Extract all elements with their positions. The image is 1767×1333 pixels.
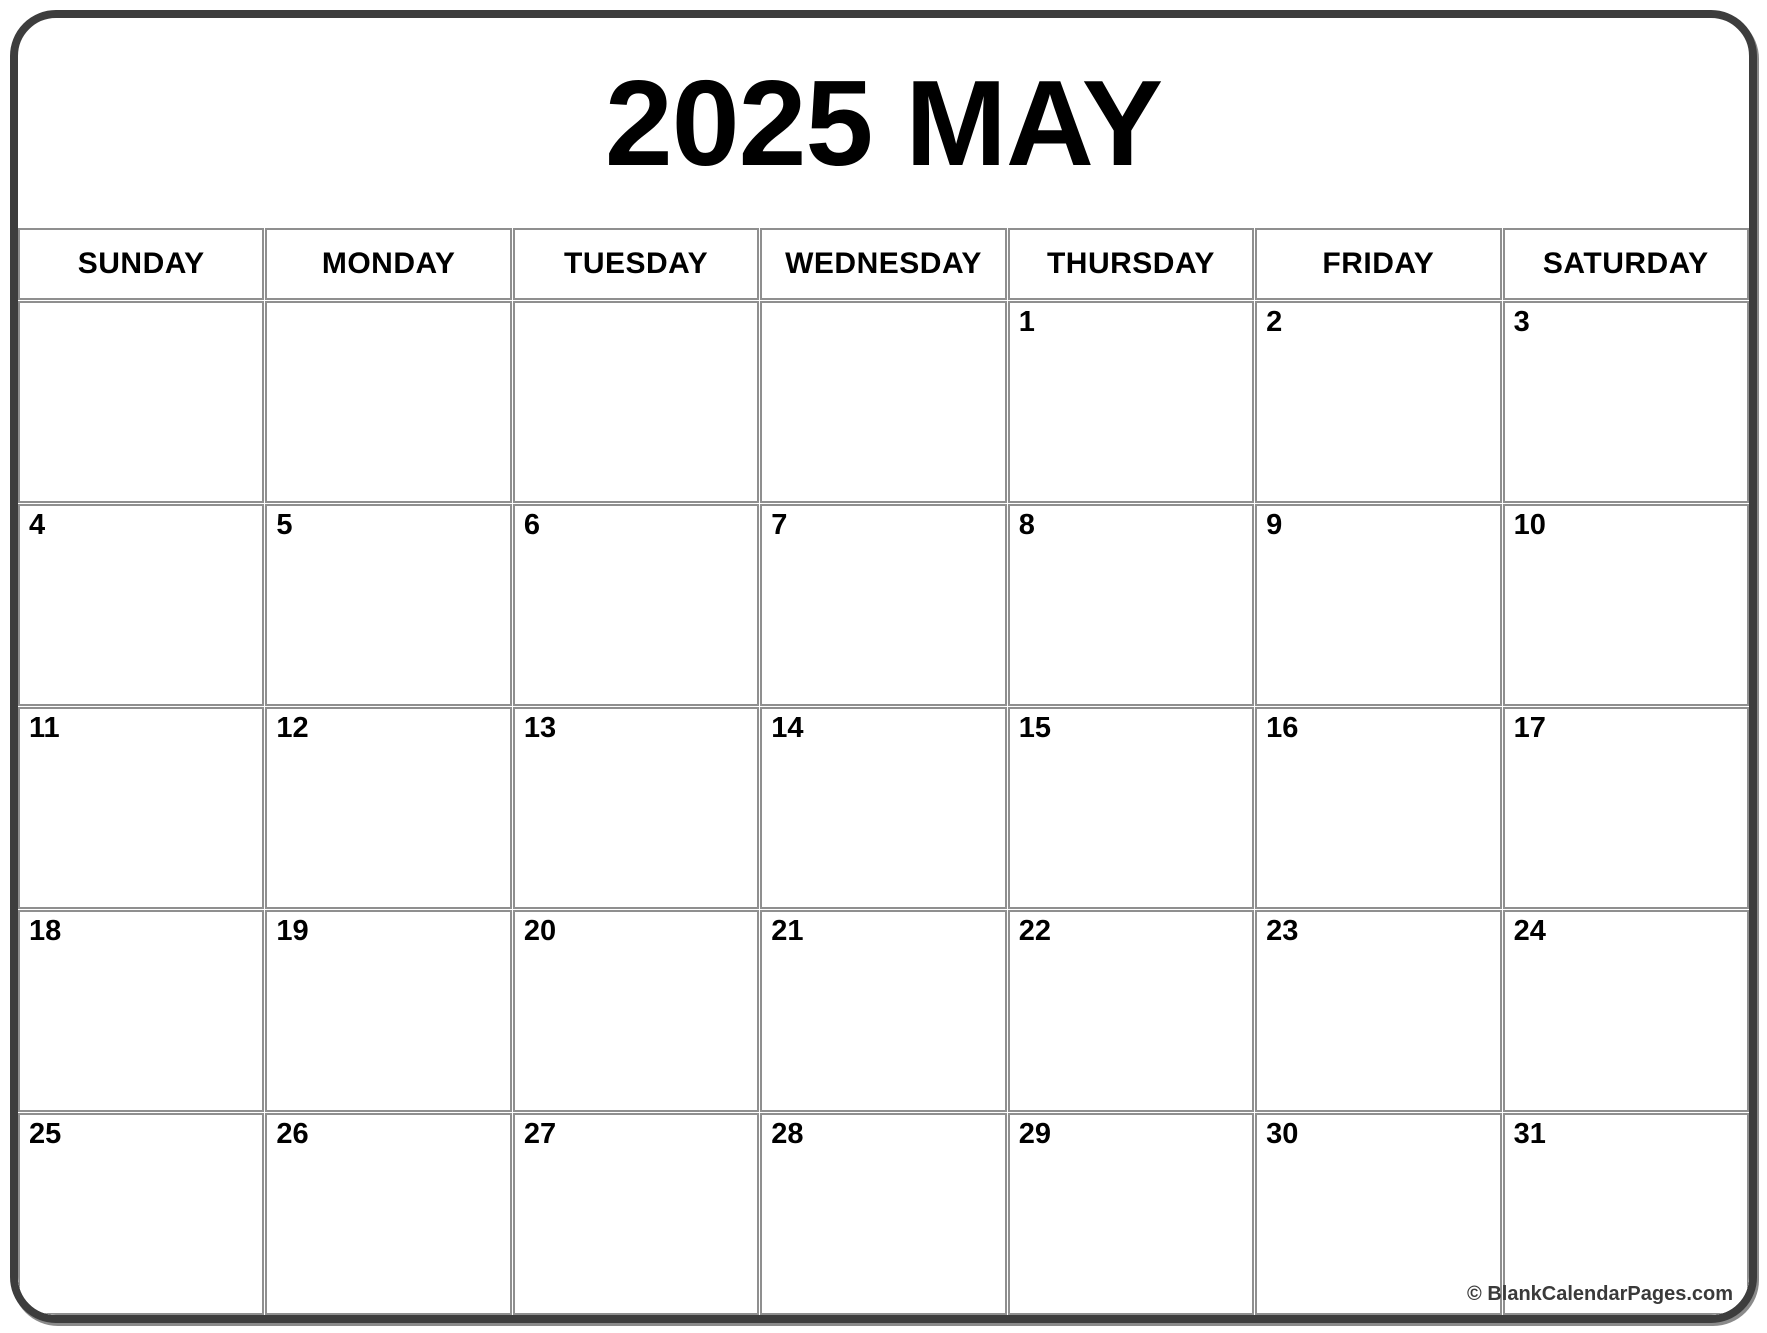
day-number: 30 bbox=[1266, 1118, 1299, 1150]
day-number: 6 bbox=[523, 509, 540, 541]
day-number: 3 bbox=[1513, 306, 1530, 338]
day-cell-16 bbox=[1255, 707, 1501, 909]
day-number: 2 bbox=[1266, 306, 1283, 338]
day-cell-27 bbox=[513, 1113, 759, 1315]
day-number: 20 bbox=[523, 915, 557, 947]
day-cell-23 bbox=[1255, 910, 1501, 1112]
weekday-header-sunday: SUNDAY bbox=[18, 228, 264, 300]
day-number: 31 bbox=[1513, 1118, 1546, 1150]
footer-credit: © BlankCalendarPages.com bbox=[1467, 1283, 1733, 1305]
day-cell-9 bbox=[1255, 504, 1501, 706]
day-cell-1 bbox=[1008, 301, 1254, 503]
day-cell-12 bbox=[265, 707, 511, 909]
weekday-header-monday: MONDAY bbox=[265, 228, 511, 300]
day-cell-empty bbox=[513, 301, 759, 503]
day-cell-11 bbox=[18, 707, 264, 909]
day-cell-22 bbox=[1008, 910, 1254, 1112]
day-cell-19 bbox=[265, 910, 511, 1112]
day-number: 18 bbox=[29, 915, 62, 947]
weekday-header-friday: FRIDAY bbox=[1255, 228, 1501, 300]
day-cell-29 bbox=[1008, 1113, 1254, 1315]
day-cell-empty bbox=[760, 301, 1006, 503]
day-cell-4 bbox=[18, 504, 264, 706]
day-number: 16 bbox=[1266, 712, 1299, 744]
day-number: 19 bbox=[276, 915, 309, 947]
day-cell-24 bbox=[1503, 910, 1749, 1112]
day-number: 1 bbox=[1018, 306, 1035, 338]
day-number: 11 bbox=[29, 712, 60, 744]
day-cell-26 bbox=[265, 1113, 511, 1315]
day-number: 9 bbox=[1266, 509, 1283, 541]
day-number: 14 bbox=[771, 712, 804, 744]
day-number: 26 bbox=[276, 1118, 309, 1150]
day-number: 29 bbox=[1018, 1118, 1051, 1150]
day-cell-15 bbox=[1008, 707, 1254, 909]
day-number: 25 bbox=[29, 1118, 62, 1150]
day-number: 28 bbox=[771, 1118, 804, 1150]
day-number: 7 bbox=[771, 509, 788, 541]
day-cell-5 bbox=[265, 504, 511, 706]
day-number: 8 bbox=[1018, 509, 1035, 541]
day-number: 5 bbox=[276, 509, 293, 541]
calendar-title: 2025 MAY bbox=[604, 55, 1163, 191]
day-number: 12 bbox=[276, 712, 309, 744]
day-number: 4 bbox=[29, 509, 46, 541]
day-number: 27 bbox=[523, 1118, 557, 1150]
day-cell-17 bbox=[1503, 707, 1749, 909]
weekday-header-thursday: THURSDAY bbox=[1008, 228, 1254, 300]
day-cell-6 bbox=[513, 504, 759, 706]
day-number: 17 bbox=[1513, 712, 1546, 744]
day-cell-8 bbox=[1008, 504, 1254, 706]
day-number: 10 bbox=[1513, 509, 1546, 541]
weekday-header-saturday: SATURDAY bbox=[1503, 228, 1749, 300]
day-cell-18 bbox=[18, 910, 264, 1112]
calendar-frame bbox=[10, 10, 1757, 1323]
day-number: 15 bbox=[1018, 712, 1051, 744]
day-cell-21 bbox=[760, 910, 1006, 1112]
day-cell-28 bbox=[760, 1113, 1006, 1315]
day-cell-3 bbox=[1503, 301, 1749, 503]
day-number: 13 bbox=[523, 712, 557, 744]
day-cell-25 bbox=[18, 1113, 264, 1315]
day-number: 23 bbox=[1266, 915, 1299, 947]
day-cell-20 bbox=[513, 910, 759, 1112]
weekday-header-tuesday: TUESDAY bbox=[513, 228, 759, 300]
day-number: 24 bbox=[1513, 915, 1546, 947]
day-cell-7 bbox=[760, 504, 1006, 706]
day-number: 21 bbox=[771, 915, 804, 947]
day-number: 22 bbox=[1018, 915, 1051, 947]
calendar-grid bbox=[18, 228, 1749, 1315]
day-cell-14 bbox=[760, 707, 1006, 909]
title-area bbox=[18, 18, 1749, 228]
day-cell-10 bbox=[1503, 504, 1749, 706]
weekday-header-wednesday: WEDNESDAY bbox=[760, 228, 1006, 300]
day-cell-13 bbox=[513, 707, 759, 909]
day-cell-2 bbox=[1255, 301, 1501, 503]
day-cell-30 bbox=[1255, 1113, 1501, 1315]
day-cell-empty bbox=[265, 301, 511, 503]
day-cell-empty bbox=[18, 301, 264, 503]
